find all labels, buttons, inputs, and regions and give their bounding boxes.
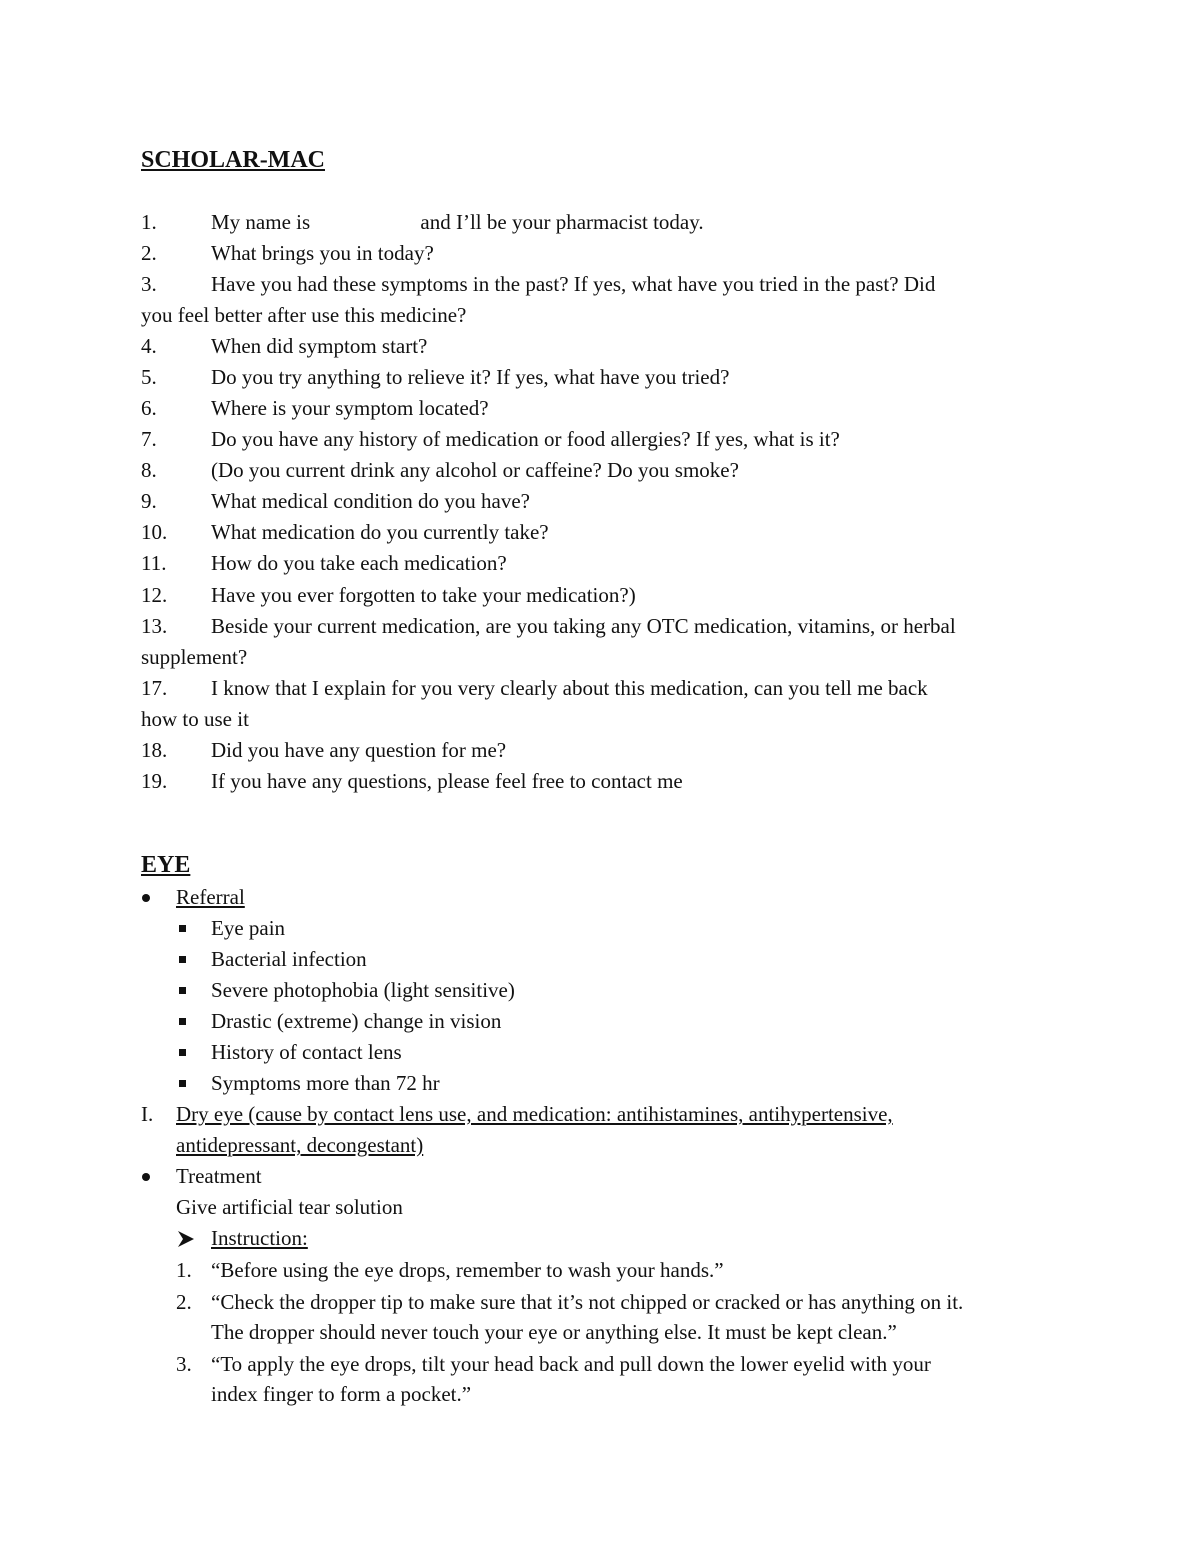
- square-bullet-icon: [179, 1080, 186, 1087]
- list-item: History of contact lens: [211, 1040, 402, 1064]
- item-text-continued: you feel better after use this medicine?: [141, 303, 467, 327]
- scholar-mac-heading: SCHOLAR-MAC: [141, 147, 325, 173]
- item-number: 4.: [141, 334, 157, 358]
- instruction-text: “Check the dropper tip to make sure that it’s not chipped or cracked or has anything on it.: [211, 1290, 964, 1314]
- item-number: 11.: [141, 551, 167, 575]
- item-number: 3.: [141, 272, 157, 296]
- item-text: What medical condition do you have?: [211, 489, 530, 513]
- dry-eye-title-line2: antidepressant, decongestant): [176, 1133, 424, 1157]
- item-number: 10.: [141, 520, 168, 544]
- item-number: 18.: [141, 738, 168, 762]
- list-item: Severe photophobia (light sensitive): [211, 978, 515, 1002]
- item-number: 2.: [141, 241, 157, 265]
- dry-eye-title-line1: Dry eye (cause by contact lens use, and medication: antihistamines, antihypertensive,: [176, 1102, 893, 1126]
- instruction-number: 3.: [176, 1352, 192, 1376]
- instruction-number: 2.: [176, 1290, 192, 1314]
- item-number: 19.: [141, 769, 168, 793]
- item-text: If you have any questions, please feel free to contact me: [211, 769, 683, 793]
- treatment-text: Give artificial tear solution: [176, 1195, 403, 1219]
- item-text: Do you have any history of medication or food allergies? If yes, what is it?: [211, 427, 840, 451]
- square-bullet-icon: [179, 987, 186, 994]
- instruction-number: 1.: [176, 1258, 192, 1282]
- bullet-dot-icon: [142, 1173, 150, 1181]
- item-text: When did symptom start?: [211, 334, 428, 358]
- square-bullet-icon: [179, 1049, 186, 1056]
- item-text: Have you ever forgotten to take your medication?): [211, 583, 636, 607]
- item-text: Do you try anything to relieve it? If yes, what have you tried?: [211, 365, 730, 389]
- list-item: Symptoms more than 72 hr: [211, 1071, 440, 1095]
- arrow-bullet-icon: [176, 1229, 196, 1249]
- item-number: 17.: [141, 676, 168, 700]
- instruction-text: “Before using the eye drops, remember to wash your hands.”: [211, 1258, 724, 1282]
- item-text: Did you have any question for me?: [211, 738, 507, 762]
- item-text: How do you take each medication?: [211, 551, 507, 575]
- item-text-continued: how to use it: [141, 707, 249, 731]
- item-text: Have you had these symptoms in the past? If yes, what have you tried in the past? Did: [211, 272, 936, 296]
- item-text: Beside your current medication, are you taking any OTC medication, vitamins, or herbal: [211, 614, 956, 638]
- item-number: 13.: [141, 614, 168, 638]
- list-item: Eye pain: [211, 916, 286, 940]
- instruction-text: index finger to form a pocket.”: [211, 1382, 472, 1406]
- instruction-label: Instruction:: [211, 1226, 308, 1250]
- instruction-text: “To apply the eye drops, tilt your head back and pull down the lower eyelid with your: [211, 1352, 931, 1376]
- item-text-continued: supplement?: [141, 645, 248, 669]
- section-marker: I.: [141, 1102, 154, 1126]
- square-bullet-icon: [179, 956, 186, 963]
- item-number: 7.: [141, 427, 157, 451]
- square-bullet-icon: [179, 1018, 186, 1025]
- square-bullet-icon: [179, 925, 186, 932]
- item-text: (Do you current drink any alcohol or caffeine? Do you smoke?: [211, 458, 739, 482]
- item-text: I know that I explain for you very clearly about this medication, can you tell me back: [211, 676, 928, 700]
- item-number: 12.: [141, 583, 168, 607]
- eye-heading: EYE: [141, 852, 191, 878]
- item-text: My name is and I’ll be your pharmacist today.: [211, 210, 704, 234]
- item-number: 1.: [141, 210, 157, 234]
- item-text: Where is your symptom located?: [211, 396, 489, 420]
- bullet-dot-icon: [142, 894, 150, 902]
- item-number: 9.: [141, 489, 157, 513]
- list-item: Bacterial infection: [211, 947, 367, 971]
- list-item: Drastic (extreme) change in vision: [211, 1009, 502, 1033]
- treatment-label: Treatment: [176, 1164, 262, 1188]
- item-number: 8.: [141, 458, 157, 482]
- referral-label: Referral: [176, 885, 245, 909]
- instruction-text: The dropper should never touch your eye or anything else. It must be kept clean.”: [211, 1320, 897, 1344]
- item-number: 5.: [141, 365, 157, 389]
- item-text: What brings you in today?: [211, 241, 434, 265]
- item-number: 6.: [141, 396, 157, 420]
- item-text: What medication do you currently take?: [211, 520, 549, 544]
